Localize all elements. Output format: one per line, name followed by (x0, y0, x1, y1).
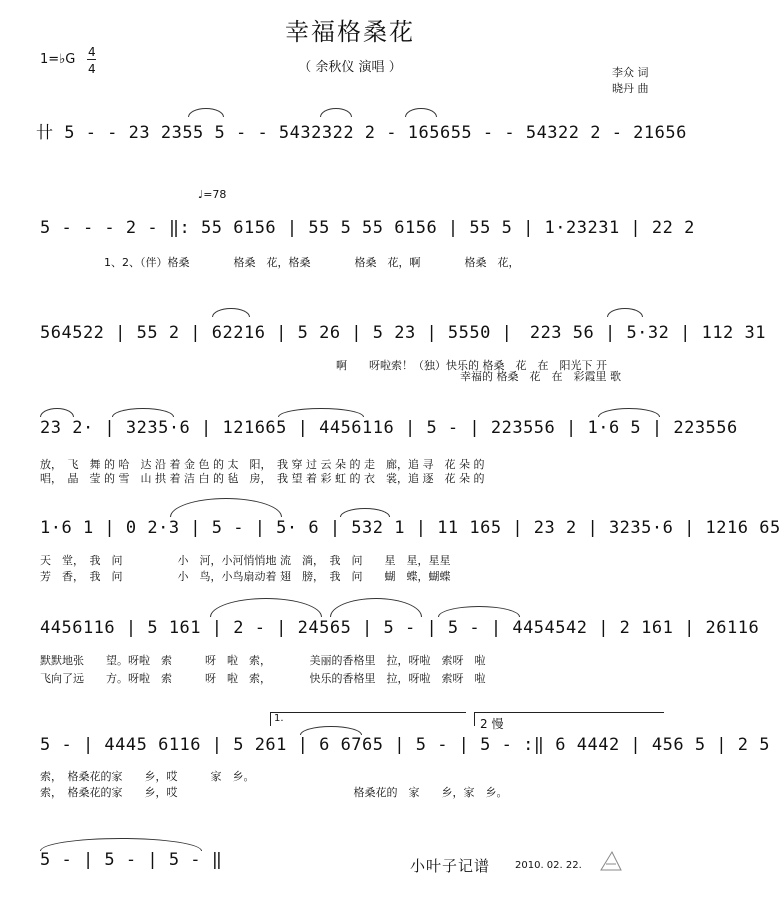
volta-2-bracket (474, 712, 664, 713)
lyrics-line-4-verse-2: 唱， 晶 莹 的 雪 山 拱 着 洁 白 的 毡 房， 我 望 着 彩 虹 的 衣 裳，追 逐 花 朵 的 (40, 472, 485, 485)
stamp-icon (598, 848, 624, 874)
score-line-5: 1·6 1 | 0 2·3 | 5 - | 5· 6 | 532 1 | 11 165 | 23 2 | 3235·6 | 1216 65 (40, 518, 781, 538)
slur (405, 108, 437, 117)
key-signature: 1=♭G (40, 52, 76, 67)
score-line-3: 564522 | 55 2 | 62216 | 5 26 | 5 23 | 5550 | 223 56 | 5·32 | 112 31 (40, 323, 767, 343)
volta-1-bracket (270, 712, 271, 726)
time-signature-top: 4 (88, 45, 96, 59)
slur (330, 598, 422, 617)
composer-credit: 晓丹 曲 (612, 82, 649, 95)
volta-1-label: 1. (274, 713, 284, 724)
score-line-8: 5 - | 5 - | 5 - ‖ (40, 850, 223, 870)
tempo-mark: ♩=78 (198, 188, 227, 201)
slur (112, 408, 174, 417)
lyricist-credit: 李众 词 (612, 66, 649, 79)
slur (40, 838, 202, 851)
score-line-1: 卄 5 - - 23 2355 5 - - 5432322 2 - 165655 - - 54322 2 - 21656 (36, 123, 687, 143)
slur (170, 498, 282, 517)
lyrics-line-2-verse-1: 1、2、（伴）格桑 格桑 花，格桑 格桑 花，啊 格桑 花， (104, 256, 520, 269)
slur (598, 408, 660, 417)
slur (188, 108, 224, 117)
volta-2-label: 2 慢 (480, 717, 504, 731)
time-signature-bottom: 4 (88, 62, 96, 76)
volta-2-bracket (474, 712, 475, 726)
slur (212, 308, 250, 317)
slur (210, 598, 322, 617)
lyrics-line-3-verse-1: 啊 呀啦索！（独）快乐的 格桑 花 在 阳光下 开 (336, 359, 607, 372)
score-line-7: 5 - | 4445 6116 | 5 261 | 6 6765 | 5 - | 5 - :‖ 6 4442 | 456 5 | 2 5 (40, 735, 770, 755)
lyrics-line-3-verse-2: 幸福的 格桑 花 在 彩霞里 歌 (460, 370, 621, 383)
lyrics-line-7-verse-1: 索， 格桑花的家 乡，哎 家 乡。 (40, 770, 255, 783)
volta-1-bracket (270, 712, 466, 713)
lyrics-line-7-verse-2: 索， 格桑花的家 乡，哎 格桑花的 家 乡，家 乡。 (40, 786, 508, 799)
lyrics-line-5-verse-2: 芳 香， 我 问 小 鸟，小鸟扇动着 翅 膀， 我 问 蝴 蝶，蝴蝶 (40, 570, 451, 583)
score-line-6: 4456116 | 5 161 | 2 - | 24565 | 5 - | 5 - | 4454542 | 2 161 | 26116 (40, 618, 760, 638)
score-line-2: 5 - - - 2 - ‖: 55 6156 | 55 5 55 6156 | 55 5 | 1·23231 | 22 2 (40, 218, 695, 238)
page-title: 幸福格桑花 (285, 18, 415, 46)
transcriber-signature: 小叶子记谱 (410, 857, 491, 875)
transcription-date: 2010. 02. 22. (515, 860, 582, 871)
lyrics-line-6-verse-2: 飞向了远 方。呀啦 索 呀 啦 索， 快乐的香格里 拉，呀啦 索呀 啦 (40, 672, 486, 685)
singer-credit: （ 余秋仪 演唱 ） (298, 60, 402, 75)
slur (438, 606, 520, 617)
lyrics-line-5-verse-1: 天 堂， 我 问 小 河，小河悄悄地 流 淌， 我 问 星 星，星星 (40, 554, 451, 567)
slur (278, 408, 364, 417)
score-line-4: 23 2· | 3235·6 | 121665 | 4456116 | 5 - | 223556 | 1·6 5 | 223556 (40, 418, 738, 438)
lyrics-line-4-verse-1: 放， 飞 舞 的 哈 达 沿 着 金 色 的 太 阳， 我 穿 过 云 朵 的 走 廊，追 寻 花 朵 的 (40, 458, 485, 471)
slur (607, 308, 643, 317)
slur (40, 408, 74, 417)
slur (340, 508, 390, 517)
lyrics-line-6-verse-1: 默默地张 望。呀啦 索 呀 啦 索， 美丽的香格里 拉，呀啦 索呀 啦 (40, 654, 486, 667)
time-signature-bar (87, 59, 96, 60)
slur (300, 726, 362, 735)
slur (320, 108, 352, 117)
